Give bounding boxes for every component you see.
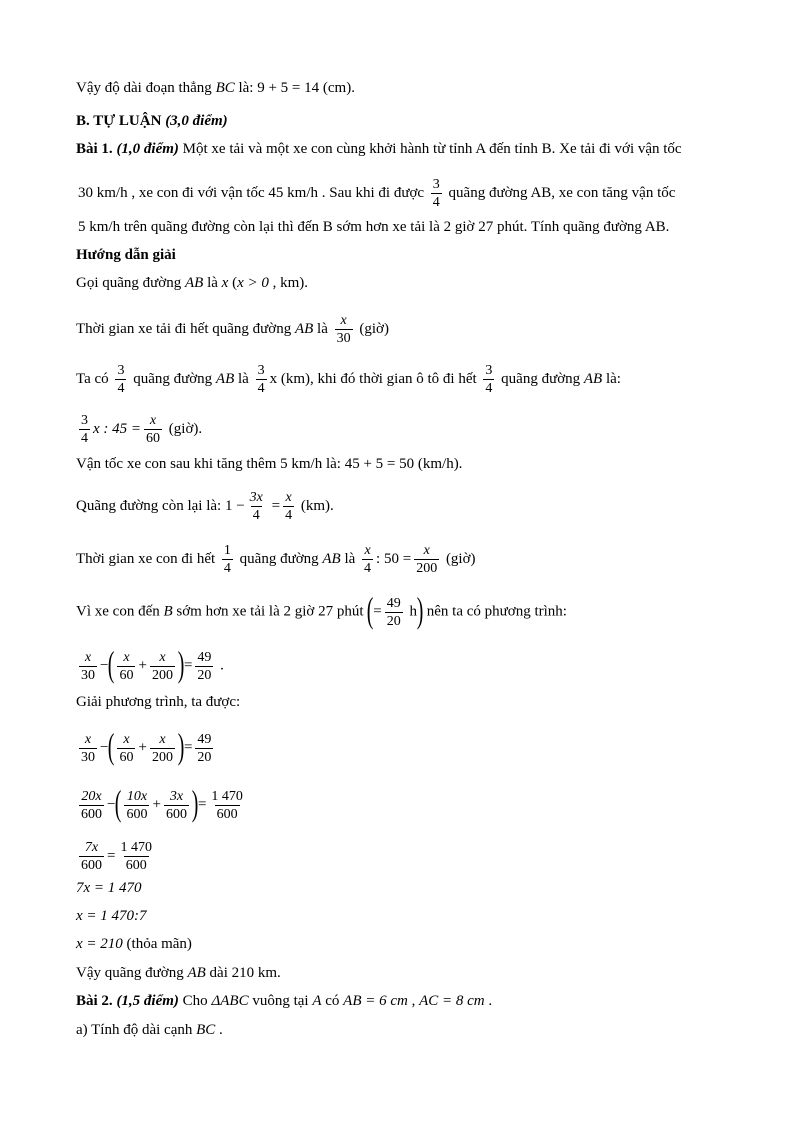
numerator: x <box>159 649 166 665</box>
numerator: 1 470 <box>211 788 243 804</box>
equation-line <box>76 839 157 874</box>
fraction-1470-600 <box>118 839 154 874</box>
solution-line <box>76 312 389 347</box>
fraction-3-4 <box>431 176 442 211</box>
text: là <box>340 550 360 567</box>
equation-line <box>76 783 248 823</box>
text: quãng đường AB, xe con tăng vận tốc <box>444 184 676 201</box>
equals: = <box>197 796 207 813</box>
fraction-3-4 <box>256 362 267 397</box>
section-title: B. TỰ LUẬN <box>76 113 166 129</box>
equation-line <box>76 412 202 447</box>
numerator: 3 <box>81 413 88 428</box>
text: Thời gian xe con đi hết <box>76 550 219 567</box>
math: = <box>373 603 382 620</box>
text: Thời gian xe tải đi hết quãng đường <box>76 320 295 337</box>
solution-title: Hướng dẫn giải <box>76 247 176 263</box>
problem-2-part-a <box>76 1020 223 1040</box>
equation-line <box>76 934 192 954</box>
numerator: 49 <box>197 731 212 747</box>
denominator: 600 <box>81 858 102 873</box>
minus: − <box>100 657 109 674</box>
math: BC <box>215 80 235 96</box>
numerator: x <box>364 543 371 558</box>
fraction-x-30 <box>335 312 353 347</box>
denominator: 4 <box>117 381 125 396</box>
section-heading <box>76 111 228 131</box>
denominator: 600 <box>165 806 187 822</box>
text: Ta có <box>76 370 113 387</box>
text: , <box>407 993 420 1009</box>
math: AB <box>322 550 341 567</box>
numerator: 7x <box>84 840 99 855</box>
numerator: x <box>149 413 157 428</box>
text: , km). <box>268 275 309 291</box>
solution-line <box>76 273 308 293</box>
text: Cho <box>178 993 212 1009</box>
fraction-x-4 <box>362 542 373 577</box>
fraction-x-200 <box>414 542 439 577</box>
text: có <box>321 993 344 1009</box>
numerator: x <box>423 543 430 558</box>
numerator: 3x <box>249 490 263 505</box>
fraction-3-4 <box>115 362 126 397</box>
math: A <box>312 993 322 1009</box>
right-paren: ) <box>177 726 185 766</box>
fraction-3-4 <box>79 412 90 447</box>
text: Vậy độ dài đoạn thẳng <box>76 80 216 96</box>
fraction-x-60 <box>144 412 162 447</box>
numerator: x <box>285 490 292 505</box>
minus: − <box>100 739 109 756</box>
math: x : 45 = <box>93 420 142 437</box>
math: AC = 8 cm <box>419 993 485 1009</box>
math: AB <box>583 370 603 387</box>
plus: + <box>138 657 147 674</box>
text: Vì xe con đến <box>76 603 164 620</box>
denominator: 600 <box>81 806 102 822</box>
text: Gọi quãng đường <box>76 275 185 291</box>
fraction-7x-600 <box>79 839 104 874</box>
solution-heading <box>76 245 176 265</box>
numerator: 1 470 <box>120 840 152 855</box>
denominator: 200 <box>151 667 173 683</box>
problem-label: Bài 1. <box>76 141 117 157</box>
text: (km). <box>297 497 334 514</box>
fraction-x-200 <box>150 731 175 766</box>
problem-1-text <box>78 217 669 237</box>
denominator: 60 <box>119 749 134 765</box>
problem-points: (1,5 điểm) <box>116 993 179 1009</box>
solution-line <box>76 692 240 712</box>
solution-line <box>76 963 281 983</box>
denominator: 600 <box>125 858 147 873</box>
math: ΔABC <box>211 993 249 1009</box>
math: x = 1 470:7 <box>76 908 147 924</box>
text: Quãng đường còn lại là: 1 − <box>76 497 245 514</box>
math: x <box>221 275 229 291</box>
solution-line <box>76 590 567 630</box>
numerator: 10x <box>126 788 148 804</box>
text: Vận tốc xe con sau khi tăng thêm 5 km/h là: 45 + 5 = 50 (km/h). <box>76 456 463 472</box>
fraction-x-60 <box>117 649 135 684</box>
numerator: 3 <box>257 363 265 378</box>
text: Vậy quãng đường <box>76 965 188 981</box>
problem-label: Bài 2. <box>76 993 117 1009</box>
numerator: x <box>123 649 130 665</box>
equation-line <box>76 906 147 926</box>
math: AB <box>215 370 235 387</box>
denominator: 4 <box>364 561 372 576</box>
numerator: 3 <box>485 363 493 378</box>
numerator: x <box>84 731 92 747</box>
right-paren: ) <box>177 644 185 684</box>
text: x (km), khi đó thời gian ô tô đi hết <box>269 370 481 387</box>
numerator: x <box>340 313 347 328</box>
fraction-x-60 <box>117 731 135 766</box>
section-points: (3,0 điểm) <box>165 113 228 129</box>
problem-2-text <box>76 991 492 1011</box>
solution-line <box>76 362 621 397</box>
text: Giải phương trình, ta được: <box>76 694 241 710</box>
denominator: 4 <box>257 381 265 396</box>
left-paren: ( <box>108 726 115 766</box>
text: Một xe tải và một xe con cùng khởi hành từ tỉnh A đến tỉnh B. Xe tải đi với vận tốc <box>178 141 682 157</box>
fraction-49-20 <box>195 649 213 684</box>
fraction-49-20 <box>385 595 403 630</box>
equals: = <box>183 739 193 756</box>
plus: + <box>138 739 147 756</box>
text: (giờ) <box>442 550 476 567</box>
denominator: 30 <box>81 749 95 765</box>
text: . <box>215 1022 223 1038</box>
fraction-3x-600 <box>164 788 189 823</box>
fraction-x-30 <box>79 731 97 766</box>
denominator: 20 <box>197 749 212 765</box>
text: là <box>313 320 332 337</box>
text-line <box>76 78 355 98</box>
math: AB <box>187 965 206 981</box>
fraction-20x-600 <box>79 788 104 823</box>
math: h <box>405 603 417 620</box>
text: . <box>216 657 224 674</box>
solution-line <box>76 454 462 474</box>
math: AB <box>294 320 314 337</box>
text: ( <box>228 275 238 291</box>
numerator: 1 <box>223 543 231 558</box>
denominator: 30 <box>81 667 95 683</box>
denominator: 600 <box>126 806 148 822</box>
text: quãng đường <box>497 370 584 387</box>
equation-line <box>76 726 216 766</box>
math: 7x = 1 470 <box>76 880 142 896</box>
solution-line <box>76 489 334 524</box>
numerator: 49 <box>386 595 401 611</box>
fraction-x-4 <box>283 489 294 524</box>
left-paren: ( <box>108 644 115 684</box>
right-paren: ) <box>191 783 199 823</box>
math: AB <box>184 275 204 291</box>
denominator: 4 <box>432 195 440 210</box>
math: x > 0 <box>237 275 269 291</box>
text: (thỏa mãn) <box>122 936 192 952</box>
minus: − <box>107 796 116 813</box>
fraction-1470-600 <box>209 788 245 823</box>
text: : 50 = <box>376 550 412 567</box>
plus: + <box>152 796 161 813</box>
text: là <box>203 275 222 291</box>
text: quãng đường <box>129 370 216 387</box>
problem-points: (1,0 điểm) <box>116 141 179 157</box>
text: sớm hơn xe tải là 2 giờ 27 phút <box>172 603 368 620</box>
equals: = <box>107 847 116 864</box>
denominator: 4 <box>252 508 260 523</box>
denominator: 4 <box>485 381 493 396</box>
fraction-x-200 <box>150 649 175 684</box>
denominator: 4 <box>81 431 88 446</box>
denominator: 200 <box>416 561 438 576</box>
fraction-x-30 <box>79 649 97 684</box>
text: là: 9 + 5 = 14 (cm). <box>234 80 355 96</box>
fraction-10x-600 <box>124 788 149 823</box>
numerator: 3x <box>169 788 184 804</box>
numerator: 20x <box>81 788 102 804</box>
equation-line <box>76 878 142 898</box>
fraction-3-4 <box>483 362 494 397</box>
denominator: 30 <box>336 331 351 346</box>
denominator: 20 <box>386 613 401 629</box>
text: a) Tính độ dài cạnh <box>76 1022 197 1038</box>
text: vuông tại <box>248 993 313 1009</box>
text: là: <box>602 370 621 387</box>
numerator: x <box>123 731 130 747</box>
equation-line <box>76 644 224 684</box>
numerator: 3 <box>117 363 125 378</box>
fraction-1-4 <box>222 542 233 577</box>
math: B <box>163 603 173 620</box>
text: 30 km/h , xe con đi với vận tốc 45 km/h . Sau khi đi được <box>78 184 428 201</box>
problem-1-text <box>76 139 682 159</box>
denominator: 4 <box>223 561 231 576</box>
denominator: 200 <box>151 749 173 765</box>
denominator: 60 <box>146 431 161 446</box>
numerator: 3 <box>432 177 440 192</box>
denominator: 20 <box>197 667 212 683</box>
right-paren: ) <box>416 590 424 630</box>
text: dài 210 km. <box>205 965 281 981</box>
numerator: x <box>159 731 166 747</box>
text: (giờ). <box>165 420 203 437</box>
text: là <box>234 370 253 387</box>
text: nên ta có phương trình: <box>423 603 567 620</box>
denominator: 600 <box>216 806 238 822</box>
fraction-49-20 <box>195 731 213 766</box>
equals: = <box>183 657 193 674</box>
left-paren: ( <box>115 783 122 823</box>
text: = <box>267 497 281 514</box>
fraction-3x-4 <box>248 489 265 524</box>
text: 5 km/h trên quãng đường còn lại thì đến B sớm hơn xe tải là 2 giờ 27 phút. Tính quãng đường AB. <box>78 219 670 235</box>
numerator: 49 <box>197 649 212 665</box>
solution-line <box>76 542 476 577</box>
text: (giờ) <box>355 320 389 337</box>
text: . <box>484 993 493 1009</box>
denominator: 60 <box>119 667 134 683</box>
problem-1-text <box>78 176 675 211</box>
text: quãng đường <box>235 550 323 567</box>
denominator: 4 <box>285 508 293 523</box>
numerator: x <box>84 649 92 665</box>
math: BC <box>196 1022 216 1038</box>
math: x = 210 <box>76 936 123 952</box>
math: AB = 6 cm <box>343 993 408 1009</box>
left-paren: ( <box>366 590 374 630</box>
